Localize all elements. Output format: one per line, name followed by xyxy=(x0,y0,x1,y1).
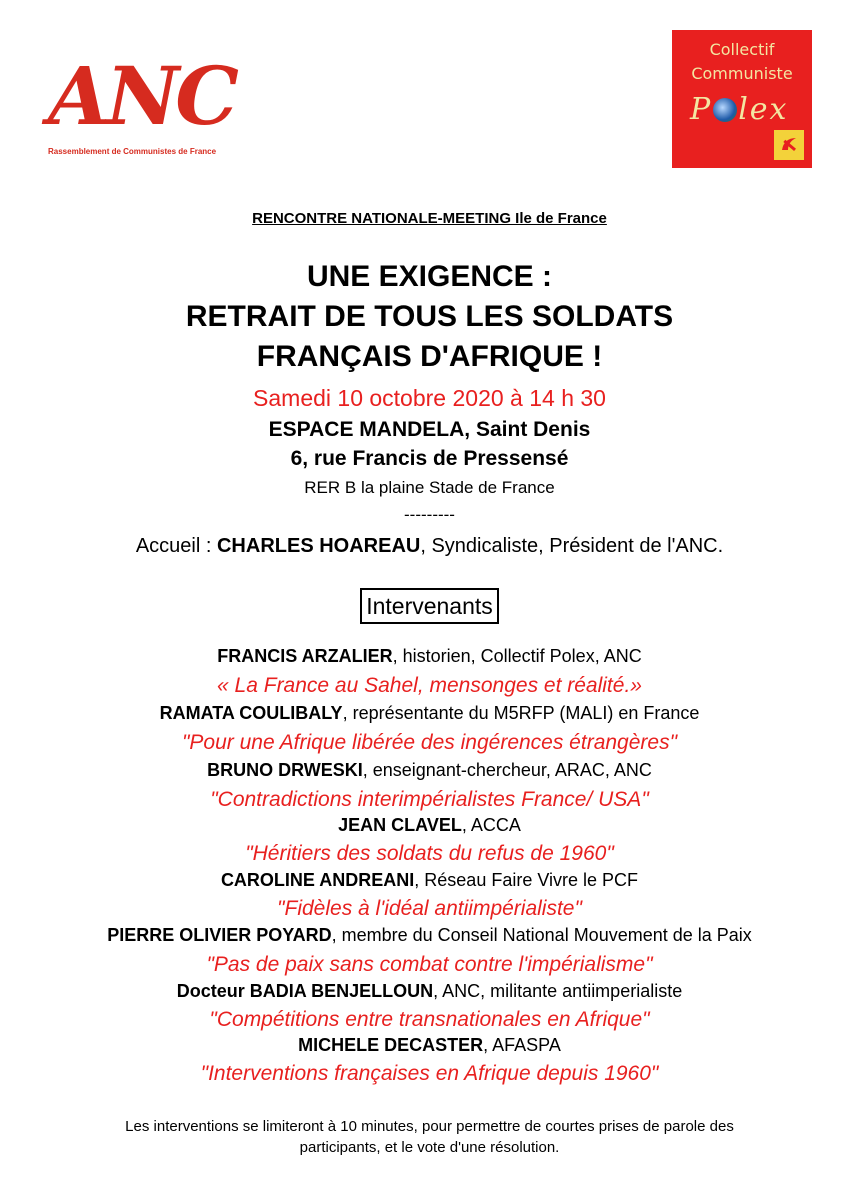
speaker-line: BRUNO DRWESKI, enseignant-chercheur, ARAC, ANC xyxy=(207,760,652,780)
speaker-line: FRANCIS ARZALIER, historien, Collectif Polex, ANC xyxy=(217,646,642,666)
footer-note-line-2: participants, et le vote d'une résolution. xyxy=(299,1139,560,1156)
speaker-topic: "Héritiers des soldats du refus de 1960" xyxy=(245,842,614,865)
event-address: 6, rue Francis de Pressensé xyxy=(290,447,569,470)
event-transport: RER B la plaine Stade de France xyxy=(304,478,555,497)
anc-logo-subtitle: Rassemblement de Communistes de France xyxy=(48,147,217,156)
speaker-name: FRANCIS ARZALIER xyxy=(217,646,393,666)
polex-logo-line2: Communiste xyxy=(691,64,793,83)
speaker-topic: "Fidèles à l'idéal antiimpérialiste" xyxy=(277,897,582,920)
welcome-line: Accueil : CHARLES HOAREAU, Syndicaliste, Président de l'ANC. xyxy=(135,535,724,557)
polex-logo xyxy=(672,30,812,168)
speakers-heading: Intervenants xyxy=(0,588,859,624)
speaker-line: CAROLINE ANDREANI, Réseau Faire Vivre le PCF xyxy=(220,870,639,890)
speaker-topic: "Contradictions interimpérialistes France/ USA" xyxy=(210,788,649,811)
speaker-topic: "Pas de paix sans combat contre l'impérialisme" xyxy=(206,953,653,976)
speaker-topic: "Compétitions entre transnationales en Afrique" xyxy=(209,1008,650,1031)
speaker-name: JEAN CLAVEL xyxy=(338,815,462,835)
event-date: Samedi 10 octobre 2020 à 14 h 30 xyxy=(253,385,606,411)
footer-note-line-1: Les interventions se limiteront à 10 minutes, pour permettre de courtes prises de parole des xyxy=(125,1118,734,1135)
speaker-topic: « La France au Sahel, mensonges et réalité.» xyxy=(217,674,642,697)
meeting-kicker: RENCONTRE NATIONALE-MEETING Ile de France xyxy=(252,210,607,227)
headline-line-1: UNE EXIGENCE : xyxy=(306,260,553,293)
headline-line-3: FRANÇAIS D'AFRIQUE ! xyxy=(256,340,603,373)
headline-line-2: RETRAIT DE TOUS LES SOLDATS xyxy=(185,300,674,333)
polex-logo-line1: Collectif xyxy=(709,40,775,59)
speaker-line: PIERRE OLIVIER POYARD, membre du Conseil National Mouvement de la Paix xyxy=(107,925,752,945)
polex-logo-wordmark: P lex xyxy=(690,92,789,127)
speaker-line: RAMATA COULIBALY, représentante du M5RFP (MALI) en France xyxy=(159,703,700,723)
separator: --------- xyxy=(404,505,455,524)
speaker-name: CAROLINE ANDREANI xyxy=(220,870,415,890)
anc-logo xyxy=(44,49,244,162)
event-venue: ESPACE MANDELA, Saint Denis xyxy=(268,418,591,441)
speaker-name: RAMATA COULIBALY xyxy=(159,703,343,723)
globe-icon xyxy=(713,98,737,122)
welcome-host-name: CHARLES HOAREAU xyxy=(216,535,421,557)
speaker-name: BRUNO DRWESKI xyxy=(207,760,363,780)
anc-logo-wordmark: ANC xyxy=(48,49,235,143)
speaker-name: PIERRE OLIVIER POYARD xyxy=(107,925,332,945)
hammer-sickle-icon xyxy=(774,130,804,160)
speaker-topic: "Interventions françaises en Afrique depuis 1960" xyxy=(200,1062,659,1085)
speaker-line: Docteur BADIA BENJELLOUN, ANC, militante antiimperialiste xyxy=(176,981,683,1001)
speaker-line: MICHELE DECASTER, AFASPA xyxy=(298,1035,561,1055)
speaker-topic: "Pour une Afrique libérée des ingérences étrangères" xyxy=(181,731,678,754)
speaker-line: JEAN CLAVEL, ACCA xyxy=(338,815,521,835)
speaker-name: MICHELE DECASTER xyxy=(298,1035,484,1055)
speaker-name: Docteur BADIA BENJELLOUN xyxy=(176,981,434,1001)
